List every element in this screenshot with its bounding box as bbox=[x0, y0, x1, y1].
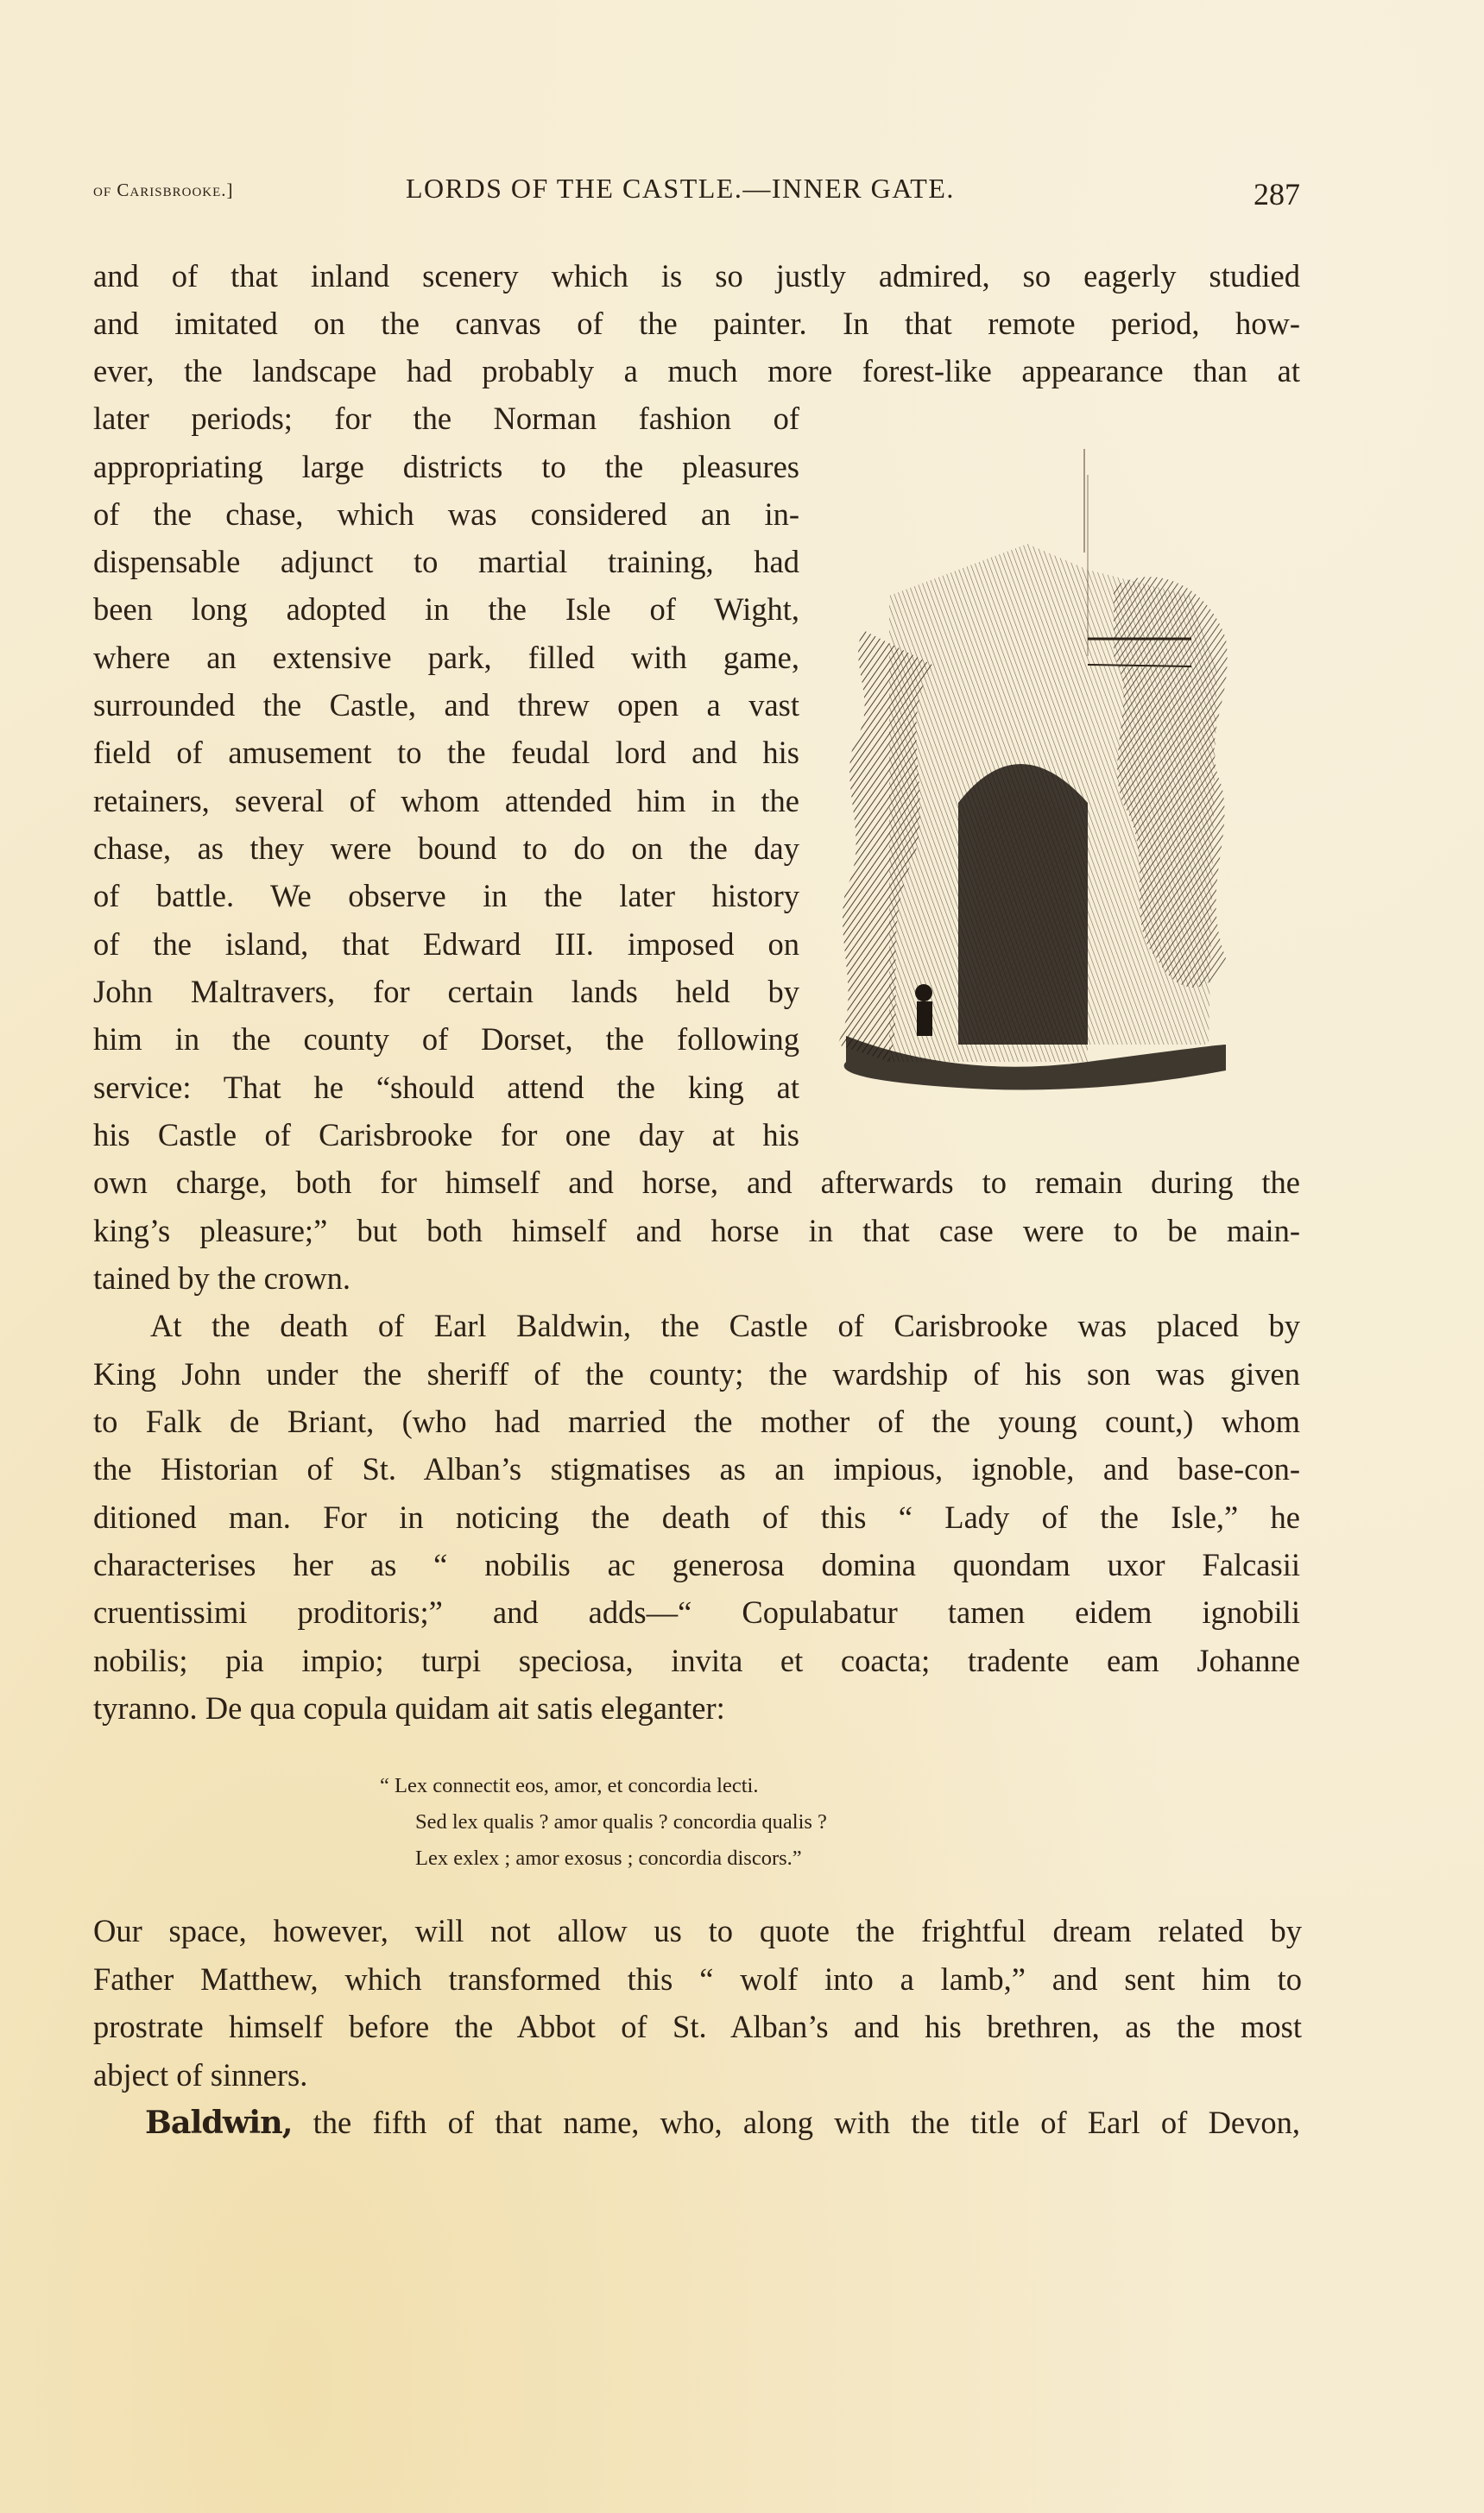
text-line: John Maltravers, for certain lands held by bbox=[93, 974, 799, 1009]
text-line: ditioned man. For in noticing the death of this “ Lady of the Isle,” he bbox=[93, 1500, 1300, 1535]
text-line: Our space, however, will not allow us to quote the frightful dream related by bbox=[93, 1913, 1302, 1948]
text-line: where an extensive park, filled with game, bbox=[93, 640, 799, 675]
text-line: nobilis; pia impio; turpi speciosa, invita et coacta; tradente eam Johanne bbox=[93, 1643, 1300, 1678]
blackletter-name: Baldwin, bbox=[145, 2104, 293, 2141]
header-title: LORDS OF THE CASTLE.—INNER GATE. bbox=[406, 173, 955, 204]
text-line: prostrate himself before the Abbot of St. Alban’s and his brethren, as the most bbox=[93, 2009, 1302, 2044]
text-line: the Historian of St. Alban’s stigmatises as an impious, ignoble, and base-con- bbox=[93, 1451, 1300, 1487]
verse-line: Lex exlex ; amor exosus ; concordia discors.” bbox=[415, 1847, 802, 1870]
verse-quote bbox=[380, 1768, 1036, 1877]
text-line: King John under the sheriff of the county; the wardship of his son was given bbox=[93, 1356, 1300, 1392]
text-line: chase, as they were bound to do on the day bbox=[93, 830, 799, 866]
text-line: and of that inland scenery which is so justly admired, so eagerly studied bbox=[93, 258, 1300, 294]
text-line: tained by the crown. bbox=[93, 1260, 350, 1296]
text-line: of battle. We observe in the later history bbox=[93, 878, 799, 913]
verse-line: “ Lex connectit eos, amor, et concordia lecti. bbox=[380, 1774, 759, 1797]
gate-illustration-icon bbox=[829, 440, 1235, 1131]
text-line: appropriating large districts to the pleasures bbox=[93, 449, 799, 484]
text-line: of the island, that Edward III. imposed on bbox=[93, 926, 799, 962]
text-line: service: That he “should attend the king at bbox=[93, 1070, 799, 1105]
text-line: Father Matthew, which transformed this “ wolf into a lamb,” and sent him to bbox=[93, 1961, 1302, 1997]
verse-line: Sed lex qualis ? amor qualis ? concordia qualis ? bbox=[415, 1810, 827, 1834]
header-left: of Carisbrooke.] bbox=[93, 180, 234, 200]
running-header bbox=[93, 173, 1300, 224]
text-line: his Castle of Carisbrooke for one day at his bbox=[93, 1117, 799, 1152]
text-line: and imitated on the canvas of the painter. In that remote period, how- bbox=[93, 306, 1300, 341]
paragraph-start: At the death of Earl Baldwin, the Castle of Carisbrooke was placed by bbox=[150, 1308, 1300, 1343]
text-line: later periods; for the Norman fashion of bbox=[93, 401, 799, 436]
text-line: king’s pleasure;” but both himself and horse in that case were to be main- bbox=[93, 1213, 1300, 1248]
text-line: been long adopted in the Isle of Wight, bbox=[93, 591, 799, 627]
text-line: own charge, both for himself and horse, and afterwards to remain during the bbox=[93, 1165, 1300, 1200]
page-number: 287 bbox=[1254, 177, 1300, 212]
paragraph-start bbox=[145, 2104, 1300, 2141]
text-line: dispensable adjunct to martial training, had bbox=[93, 544, 799, 579]
text-line: of the chase, which was considered an in- bbox=[93, 496, 799, 532]
text-line: to Falk de Briant, (who had married the mother of the young count,) whom bbox=[93, 1404, 1300, 1439]
text-line: characterises her as “ nobilis ac generosa domina quondam uxor Falcasii bbox=[93, 1547, 1300, 1582]
text-line: him in the county of Dorset, the following bbox=[93, 1021, 799, 1057]
text-line: retainers, several of whom attended him in the bbox=[93, 783, 799, 818]
text-rest: the fifth of that name, who, along with the title of Earl of Devon, bbox=[292, 2105, 1300, 2140]
text-line: tyranno. De qua copula quidam ait satis eleganter: bbox=[93, 1690, 725, 1726]
text-line: surrounded the Castle, and threw open a vast bbox=[93, 687, 799, 723]
text-line: abject of sinners. bbox=[93, 2057, 308, 2093]
text-line: cruentissimi proditoris;” and adds—“ Copulabatur tamen eidem ignobili bbox=[93, 1594, 1300, 1630]
text-line: field of amusement to the feudal lord and his bbox=[93, 735, 799, 770]
text-line: ever, the landscape had probably a much more forest-like appearance than at bbox=[93, 353, 1300, 388]
